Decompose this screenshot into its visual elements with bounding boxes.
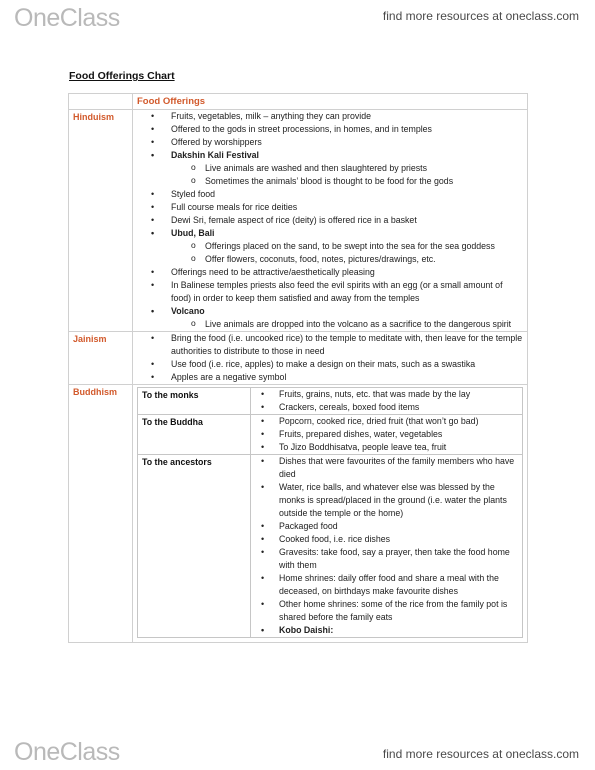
list-item: • Bring the food (i.e. uncooked rice) to the temple to meditate with, then leave for the temple authorities to distribute to those in need	[151, 332, 523, 358]
recipient-label: To the monks	[138, 388, 251, 415]
logo-text: OneClass	[14, 4, 120, 32]
list-item: • Dewi Sri, female aspect of rice (deity) is offered rice in a basket	[151, 214, 523, 227]
list-item: • Use food (i.e. rice, apples) to make a design on their mats, such as a swastika	[151, 358, 523, 371]
list-item: • Gravesits: take food, say a prayer, then take the food home with them	[261, 546, 520, 572]
food-offerings-table	[68, 93, 528, 643]
oneclass-logo	[14, 740, 120, 765]
list-item: • Fruits, grains, nuts, etc. that was made by the lay	[261, 388, 520, 401]
list-item: • Water, rice balls, and whatever else was blessed by the monks is spread/placed in the ground (i.e. water the plants outside the temple or the home)	[261, 481, 520, 520]
recipient-label: To the ancestors	[138, 455, 251, 638]
list-item: • Offered by worshippers	[151, 136, 523, 149]
list-item: • Fruits, prepared dishes, water, vegetables	[261, 428, 520, 441]
list-item: • Offerings need to be attractive/aesthetically pleasing	[151, 266, 523, 279]
list-item: • Offered to the gods in street processions, in homes, and in temples	[151, 123, 523, 136]
recipient-label: To the Buddha	[138, 415, 251, 455]
column-header-cell	[133, 94, 528, 110]
subtable-row-ancestors	[138, 455, 523, 638]
sub-list-item: o Offerings placed on the sand, to be swept into the sea for the sea goddess	[191, 240, 523, 253]
list-item: • Ubud, Bali	[151, 227, 523, 240]
list-item: • Dakshin Kali Festival	[151, 149, 523, 162]
sub-list-item: o Live animals are washed and then slaughtered by priests	[191, 162, 523, 175]
hinduism-list	[137, 266, 523, 318]
religion-label: Jainism	[73, 334, 107, 344]
header-tagline[interactable]: find more resources at oneclass.com	[382, 9, 579, 23]
list-item: • Popcorn, cooked rice, dried fruit (that won’t go bad)	[261, 415, 520, 428]
column-header: Food Offerings	[137, 96, 206, 107]
sub-list	[171, 240, 523, 266]
list-item: • Styled food	[151, 188, 523, 201]
sub-list-item: o Sometimes the animals’ blood is thought to be food for the gods	[191, 175, 523, 188]
list-item: • Fruits, vegetables, milk – anything they can provide	[151, 110, 523, 123]
list-item: • Dishes that were favourites of the family members who have died	[261, 455, 520, 481]
table-row-buddhism	[69, 385, 528, 643]
table-row-hinduism	[69, 110, 528, 332]
list-item: • Apples are a negative symbol	[151, 371, 523, 384]
logo-text: OneClass	[14, 738, 120, 766]
subtable-row-buddha	[138, 415, 523, 455]
list-item: • To Jizo Boddhisatva, people leave tea, fruit	[261, 441, 520, 454]
religion-label: Buddhism	[73, 387, 117, 397]
list-item: • Cooked food, i.e. rice dishes	[261, 533, 520, 546]
list-item: • Packaged food	[261, 520, 520, 533]
hinduism-list	[137, 188, 523, 240]
sub-list-item: o Live animals are dropped into the volcano as a sacrifice to the dangerous spirit	[191, 318, 523, 331]
list-item: • In Balinese temples priests also feed the evil spirits with an egg (or a small amount of food) in order to keep them satisfied and away from the temples	[151, 279, 523, 305]
subtable-row-monks	[138, 388, 523, 415]
buddhism-subtable	[137, 387, 523, 638]
corner-cell	[69, 94, 133, 110]
oneclass-logo	[14, 6, 120, 31]
footer-tagline[interactable]: find more resources at oneclass.com	[382, 747, 579, 761]
list-item: • Crackers, cereals, boxed food items	[261, 401, 520, 414]
document-title: Food Offerings Chart	[69, 70, 175, 82]
list-item: • Full course meals for rice deities	[151, 201, 523, 214]
table-row-jainism	[69, 332, 528, 385]
sub-list-item: o Offer flowers, coconuts, food, notes, pictures/drawings, etc.	[191, 253, 523, 266]
list-item: • Volcano	[151, 305, 523, 318]
sub-list	[171, 162, 523, 188]
list-item: • Kobo Daishi:	[261, 624, 520, 637]
list-item: • Other home shrines: some of the rice from the family pot is shared before the family eats	[261, 598, 520, 624]
hinduism-list	[137, 110, 523, 162]
list-item: • Home shrines: daily offer food and share a meal with the deceased, on birthdays make favourite dishes	[261, 572, 520, 598]
religion-label: Hinduism	[73, 112, 115, 122]
jainism-list	[137, 332, 523, 384]
sub-list	[171, 318, 523, 331]
